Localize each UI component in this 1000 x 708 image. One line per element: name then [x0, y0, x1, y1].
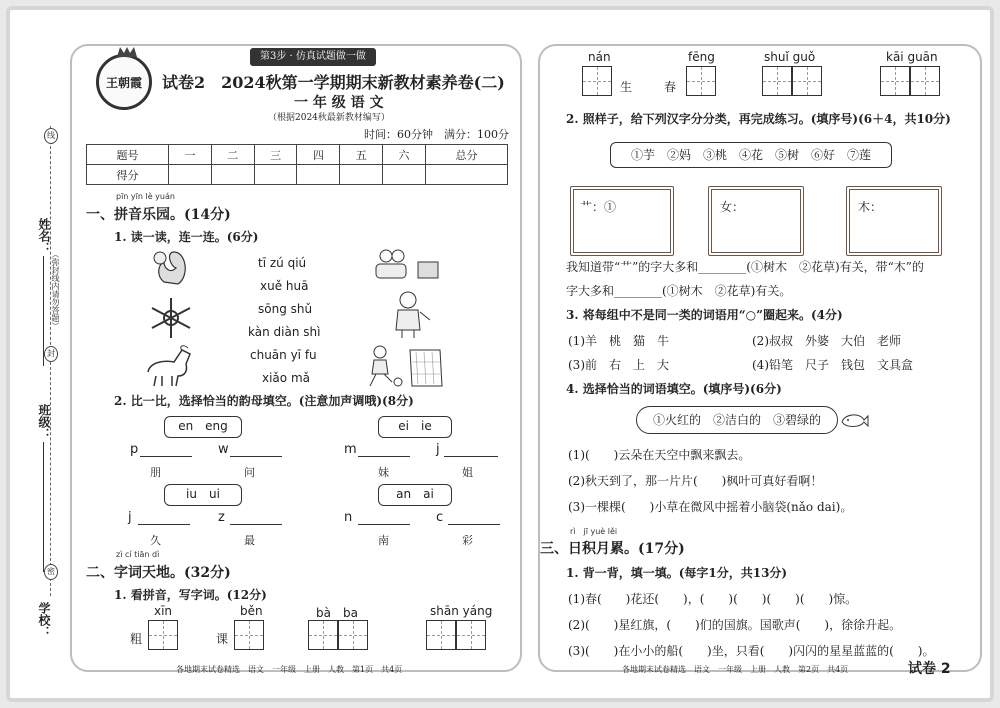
exam-badge: 试卷 2: [908, 661, 951, 677]
score-input[interactable]: [383, 165, 426, 185]
section1-pinyin: pīn yīn lè yuán: [116, 192, 175, 201]
snowflake-picture: [148, 296, 194, 340]
score-header-row: [87, 145, 508, 165]
watching-tv-picture: [372, 242, 442, 286]
score-cell-h4: 四: [297, 145, 340, 165]
s2-q2: 2. 照样子，给下列汉字分分类，再完成练习。(填序号)(6＋4，共10分): [566, 112, 951, 126]
pre-ke: 课: [216, 632, 229, 646]
score-row-label: 得分: [87, 165, 169, 185]
frame-mu[interactable]: 木：: [846, 186, 942, 256]
para-1: 我知道带“艹”的字大多和________(①树木 ②花草)有关，带“木”的: [566, 260, 924, 274]
s2-q4: 4. 选择恰当的词语填空。(填序号)(6分): [566, 382, 782, 396]
footer-left: 各地期末试卷精选 语文 一年级 上册 人教 第1页 共4页: [176, 665, 403, 674]
writing-grid[interactable]: [792, 66, 822, 96]
writing-grid[interactable]: [686, 66, 716, 96]
char-options: ①芋 ②妈 ③桃 ④花 ⑤树 ⑥好 ⑦莲: [610, 142, 892, 168]
char-nan: 南: [378, 534, 389, 547]
word-2: xuě huā: [260, 279, 309, 293]
step-badge: 第3步 · 仿真试题做一做: [250, 48, 376, 66]
score-input[interactable]: [425, 165, 507, 185]
writing-grid[interactable]: [426, 620, 456, 650]
py-kaiguan: kāi guān: [886, 50, 938, 64]
seal-notice: （弥封线内请勿答题）: [51, 250, 60, 330]
word-5: chuān yī fu: [250, 348, 317, 362]
brand-logo: 王朝霞: [96, 54, 152, 110]
char-mei: 妹: [378, 466, 389, 479]
exam-subject: 一 年 级 语 文: [294, 95, 384, 111]
blank[interactable]: [444, 456, 498, 457]
frame-nv[interactable]: 女：: [708, 186, 804, 256]
word-1: tī zú qiú: [258, 256, 307, 270]
s2-q1: 1. 看拼音，写字词。(12分): [114, 588, 267, 602]
writing-grid[interactable]: [338, 620, 368, 650]
group-4: (4)铅笔 尺子 钱包 文具盒: [752, 358, 913, 372]
score-input[interactable]: [340, 165, 383, 185]
writing-grid[interactable]: [234, 620, 264, 650]
writing-grid[interactable]: [880, 66, 910, 96]
initial-j2: j: [128, 510, 132, 525]
word-6: xiǎo mǎ: [262, 371, 310, 385]
score-cell-h0: 题号: [87, 145, 169, 165]
writing-grid[interactable]: [148, 620, 178, 650]
exam-title: 试卷2 2024秋第一学期期末新教材素养卷(二): [162, 73, 505, 92]
char-wen: 问: [244, 466, 255, 479]
py-shanyang: shān yáng: [430, 604, 493, 618]
writing-grid[interactable]: [762, 66, 792, 96]
right-page: [538, 44, 982, 672]
recite-2: (2)( )星红旗，( )们的国旗。国歌声( )，徐徐升起。: [568, 618, 902, 632]
char-zui: 最: [244, 534, 255, 547]
section2-title: 二、字词天地。(32分): [86, 565, 231, 581]
blank[interactable]: [448, 524, 500, 525]
char-cai: 彩: [462, 534, 473, 547]
recite-1: (1)春( )花还( )，( )( )( )( )惊。: [568, 592, 858, 606]
section1-title: 一、拼音乐园。(14分): [86, 207, 231, 223]
initial-n: n: [344, 510, 353, 525]
fill-2: (2)秋天到了，那一片片( )枫叶可真好看啊！: [568, 474, 823, 488]
s1-q1: 1. 读一读，连一连。(6分): [114, 230, 259, 244]
option-pill-1: en eng: [164, 416, 242, 438]
char-jie: 姐: [462, 466, 473, 479]
class-line: [43, 442, 44, 572]
py-ben: běn: [240, 604, 263, 618]
initial-m: m: [344, 442, 357, 457]
initial-j: j: [436, 442, 440, 457]
score-input[interactable]: [297, 165, 340, 185]
py-nan: nán: [588, 50, 611, 64]
seal-oval-2: 封: [44, 346, 58, 362]
s2-q3: 3. 将每组中不是同一类的词语用“○”圈起来。(4分): [566, 308, 843, 322]
blank[interactable]: [138, 524, 190, 525]
blank[interactable]: [230, 456, 282, 457]
soccer-picture: [364, 342, 444, 390]
post-sheng: 生: [620, 80, 633, 94]
school-label: 学校：: [37, 602, 51, 638]
initial-p: p: [130, 442, 139, 457]
blank[interactable]: [358, 456, 410, 457]
section2-pinyin: zì cí tiān dì: [116, 550, 160, 559]
initial-z: z: [218, 510, 225, 525]
char-jiu: 久: [150, 534, 161, 547]
initial-w: w: [218, 442, 229, 457]
score-input[interactable]: [169, 165, 212, 185]
section3-pinyin: rì jī yuè lěi: [570, 527, 618, 536]
s1-q2: 2. 比一比，选择恰当的韵母填空。(注意加声调哦)(8分): [114, 394, 414, 408]
word-options: ①火红的 ②洁白的 ③碧绿的: [636, 406, 838, 434]
score-cell-h7: 总分: [425, 145, 507, 165]
left-page: [70, 44, 522, 672]
score-cell-h3: 三: [254, 145, 297, 165]
blank[interactable]: [230, 524, 282, 525]
squirrel-picture: [150, 246, 190, 286]
py-feng: fēng: [688, 50, 715, 64]
group-3: (3)前 右 上 大: [568, 358, 669, 372]
time-score: 时间：60分钟 满分：100分: [364, 128, 509, 141]
option-pill-3: iu ui: [164, 484, 242, 506]
py-shuiguo: shuǐ guǒ: [764, 50, 816, 64]
recite-3: (3)( )在小小的船( )坐，只看( )闪闪的星星蓝蓝的( )。: [568, 644, 935, 658]
whale-icon: [840, 408, 870, 430]
py-baba: bà ba: [316, 606, 358, 620]
score-input[interactable]: [211, 165, 254, 185]
pre-cu: 粗: [130, 632, 143, 646]
seal-oval-1: 线: [44, 128, 58, 144]
writing-grid[interactable]: [308, 620, 338, 650]
char-peng: 朋: [150, 466, 161, 479]
group-2: (2)叔叔 外婆 大伯 老师: [752, 334, 901, 348]
score-input[interactable]: [254, 165, 297, 185]
score-cell-h2: 二: [211, 145, 254, 165]
fill-3: (3)一棵棵( )小草在微风中摇着小脑袋(nǎo dai)。: [568, 500, 853, 514]
word-3: sōng shǔ: [258, 302, 313, 316]
group-1: (1)羊 桃 猫 牛: [568, 334, 669, 348]
class-label: 班级：: [37, 404, 51, 440]
para-2: 字大多和________(①树木 ②花草)有关。: [566, 284, 792, 298]
initial-c: c: [436, 510, 444, 525]
fill-1: (1)( )云朵在天空中飘来飘去。: [568, 448, 751, 462]
pony-picture: [142, 342, 198, 388]
footer-right: 各地期末试卷精选 语文 一年级 上册 人教 第2页 共4页: [622, 665, 849, 674]
exam-sheet: [6, 6, 994, 702]
option-pill-2: ei ie: [378, 416, 452, 438]
writing-grid[interactable]: [582, 66, 612, 96]
word-4: kàn diàn shì: [248, 325, 321, 339]
frame-cao[interactable]: 艹：①: [570, 186, 674, 256]
score-table: [86, 144, 508, 185]
blank[interactable]: [358, 524, 410, 525]
blank[interactable]: [140, 456, 192, 457]
name-label: 姓名：: [37, 218, 51, 254]
pre-chun: 春: [664, 80, 677, 94]
option-pill-4: an ai: [378, 484, 452, 506]
score-cell-h1: 一: [169, 145, 212, 165]
s3-q1: 1. 背一背，填一填。(每字1分，共13分): [566, 566, 788, 580]
writing-grid[interactable]: [456, 620, 486, 650]
py-xin: xīn: [154, 604, 173, 618]
section3-title: 三、日积月累。(17分): [540, 541, 685, 557]
seal-oval-3: 密: [44, 564, 58, 580]
score-value-row: [87, 165, 508, 185]
exam-note: （根据2024秋最新教材编写）: [268, 113, 390, 123]
score-cell-h6: 六: [383, 145, 426, 165]
score-cell-h5: 五: [340, 145, 383, 165]
writing-grid[interactable]: [910, 66, 940, 96]
dressing-picture: [390, 290, 434, 340]
